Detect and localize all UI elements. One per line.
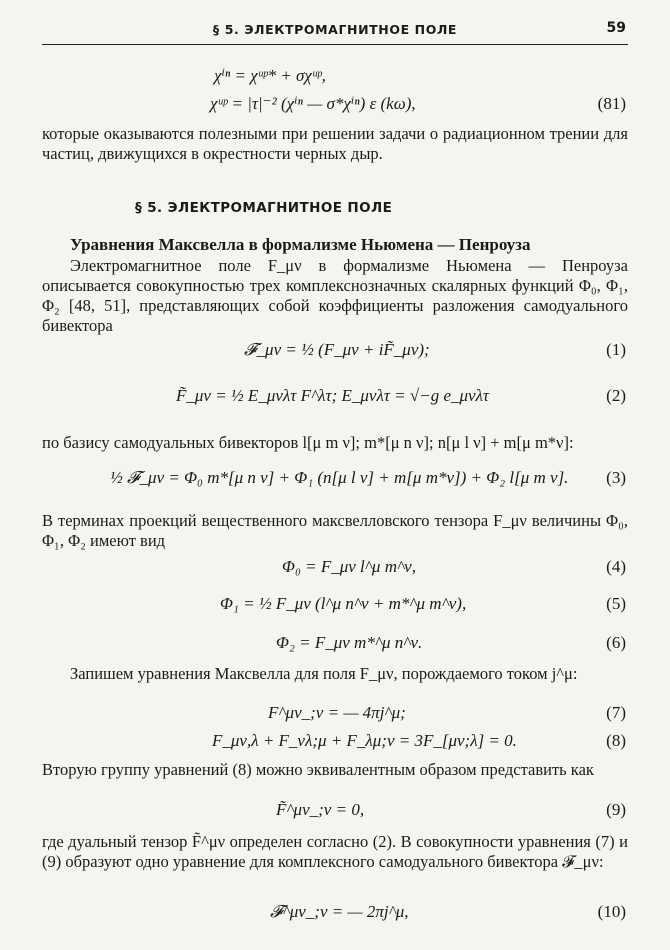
equation-1: 𝓕_μν = ½ (F_μν + iF̃_μν); <box>244 340 430 359</box>
equation-number-3: (3) <box>606 468 626 487</box>
equation-7: F^μν_;ν = — 4πj^μ; <box>268 703 406 722</box>
equation-chi-up: χᵘᵖ = |τ|⁻² (χⁱⁿ — σ*χⁱⁿ) ε (kω), <box>210 94 416 113</box>
equation-3: ½ 𝓕_μν = Φ₀ m*[μ n ν] + Φ₁ (n[μ l ν] + m[μ m*ν]) + Φ₂ l[μ m ν]. <box>110 468 569 487</box>
equation-10: 𝓕^μν_;ν = — 2πj^μ, <box>270 902 409 921</box>
equation-4: Φ₀ = F_μν l^μ m^ν, <box>282 557 416 576</box>
paragraph-intro: Электромагнитное поле F_μν в формализме Ньюмена — Пенроуза описывается совокупностью трех комплекснозначных скалярных функций Φ₀, Φ₁, Φ₂ [48, 51], представляющих собой коэффициенты разложения самодуального бивектора <box>42 256 628 335</box>
equation-number-10: (10) <box>597 902 626 921</box>
paragraph-maxwell: Запишем уравнения Максвелла для поля F_μν, порождаемого током j^μ: <box>70 664 578 683</box>
paragraph-radiation-friction: которые оказываются полезными при решении задачи о радиационном трении для частиц, движущихся в окрестности черных дыр. <box>42 124 628 163</box>
equation-number-1: (1) <box>606 340 626 359</box>
equation-number-2: (2) <box>606 386 626 405</box>
equation-number-6: (6) <box>606 633 626 652</box>
section-title: § 5. ЭЛЕКТРОМАГНИТНОЕ ПОЛЕ <box>135 200 393 216</box>
paragraph-dual-tensor: где дуальный тензор F̃^μν определен согласно (2). В совокупности уравнения (7) и (9) образуют одно уравнение для комплексного самодуального бивектора 𝓕_μν: <box>42 832 628 871</box>
equation-number-5: (5) <box>606 594 626 613</box>
equation-number-4: (4) <box>606 557 626 576</box>
paragraph-second-group: Вторую группу уравнений (8) можно эквивалентным образом представить как <box>42 760 594 779</box>
equation-number-81: (81) <box>597 94 626 113</box>
equation-6: Φ₂ = F_μν m*^μ n^ν. <box>276 633 423 652</box>
paragraph-projections: В терминах проекций вещественного максвелловского тензора F_μν величины Φ₀, Φ₁, Φ₂ имеют вид <box>42 511 628 550</box>
equation-number-8: (8) <box>606 731 626 750</box>
header-rule <box>42 44 628 45</box>
running-header-title: § 5. ЭЛЕКТРОМАГНИТНОЕ ПОЛЕ <box>212 22 458 37</box>
equation-number-7: (7) <box>606 703 626 722</box>
equation-chi-in: χⁱⁿ = χᵘᵖ* + σχᵘᵖ, <box>214 66 326 85</box>
equation-number-9: (9) <box>606 800 626 819</box>
equation-2: F̃_μν = ½ E_μνλτ F^λτ; E_μνλτ = √−g e_μνλτ <box>176 386 490 405</box>
equation-5: Φ₁ = ½ F_μν (l^μ n^ν + m*^μ m^ν), <box>220 594 467 613</box>
page-number: 59 <box>606 20 626 36</box>
subsection-title: Уравнения Максвелла в формализме Ньюмена — Пенроуза <box>70 235 531 254</box>
paragraph-basis: по базису самодуальных бивекторов l[μ m ν]; m*[μ n ν]; n[μ l ν] + m[μ m*ν]: <box>42 433 574 452</box>
equation-9: F̃^μν_;ν = 0, <box>276 800 365 819</box>
equation-8: F_μν,λ + F_νλ;μ + F_λμ;ν = 3F_[μν;λ] = 0. <box>212 731 517 750</box>
